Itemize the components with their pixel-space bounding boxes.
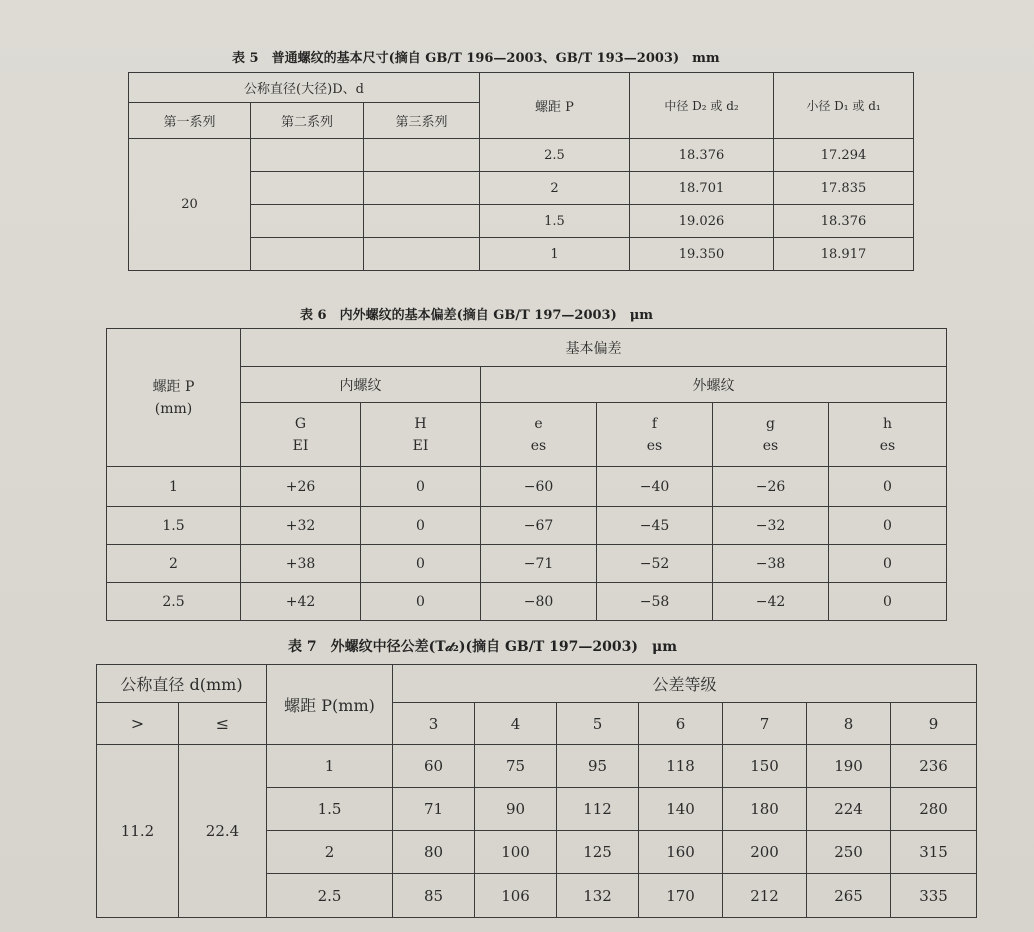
- table6-cell: 2.5: [107, 583, 241, 621]
- table7-cell: 125: [557, 831, 639, 874]
- table7-grade: 3: [393, 703, 475, 745]
- table7-col-le: ≤: [179, 703, 267, 745]
- table5-cell: [364, 139, 480, 172]
- table7-cell: 60: [393, 745, 475, 788]
- table5-cell: [251, 172, 364, 205]
- table6-cell: 0: [361, 467, 481, 507]
- table6-col-pitch: [107, 329, 241, 467]
- table7-cell: 212: [723, 874, 807, 918]
- table6-cell: −58: [597, 583, 713, 621]
- table5-col-pitch-dia: 中径 D₂ 或 d₂: [630, 73, 774, 139]
- sub-letter: H: [414, 415, 427, 432]
- table5-col-series3: 第三系列: [364, 103, 480, 139]
- table7-cell: 315: [891, 831, 977, 874]
- table5-cell: 1: [480, 238, 630, 271]
- table5-cell: 18.917: [774, 238, 914, 271]
- table5-cell: 19.026: [630, 205, 774, 238]
- table5: [128, 72, 914, 271]
- table7-cell: 75: [475, 745, 557, 788]
- table7-cell: 132: [557, 874, 639, 918]
- sub-letter: h: [882, 415, 893, 432]
- table6-sub-G: [241, 403, 361, 467]
- table7-col-pitch: 螺距 P(mm): [267, 665, 393, 745]
- table5-cell: [251, 205, 364, 238]
- table6-col-pitch-line1: 螺距 P: [152, 378, 195, 395]
- table5-col-series2: 第二系列: [251, 103, 364, 139]
- table6-cell: −67: [481, 507, 597, 545]
- table6-cell: 0: [829, 467, 947, 507]
- table7-cell: 85: [393, 874, 475, 918]
- table7-cell: 2: [267, 831, 393, 874]
- sub-letter: g: [766, 415, 775, 432]
- table7-cell: 265: [807, 874, 891, 918]
- table6-sub-H: [361, 403, 481, 467]
- table5-cell: 2: [480, 172, 630, 205]
- table6-sub-e: [481, 403, 597, 467]
- table5-cell: 17.294: [774, 139, 914, 172]
- table5-col-minor-dia: 小径 D₁ 或 d₁: [774, 73, 914, 139]
- table7-cell: 200: [723, 831, 807, 874]
- table7-cell: 1: [267, 745, 393, 788]
- table5-cell: 17.835: [774, 172, 914, 205]
- table5-cell: 18.376: [630, 139, 774, 172]
- table6-cell: 0: [829, 507, 947, 545]
- table6-cell: −60: [481, 467, 597, 507]
- table5-series1-value: 20: [129, 139, 251, 271]
- table5-cell: [364, 172, 480, 205]
- table7-cell: 118: [639, 745, 723, 788]
- table7-cell: 160: [639, 831, 723, 874]
- table5-cell: 18.701: [630, 172, 774, 205]
- sub-code: es: [762, 437, 779, 454]
- table6-col-pitch-line2: (mm): [154, 400, 193, 417]
- table6-cell: 0: [361, 583, 481, 621]
- sub-letter: e: [534, 415, 543, 432]
- table7-grade: 6: [639, 703, 723, 745]
- table7-cell: 236: [891, 745, 977, 788]
- table7-grade: 7: [723, 703, 807, 745]
- table7-col-gt: >: [97, 703, 179, 745]
- table5-cell: 2.5: [480, 139, 630, 172]
- table6-header-internal: 内螺纹: [241, 367, 481, 403]
- table7-grade: 8: [807, 703, 891, 745]
- table5-col-pitch: 螺距 P: [480, 73, 630, 139]
- sub-letter: G: [294, 415, 307, 432]
- table6-cell: +32: [241, 507, 361, 545]
- table6-cell: +38: [241, 545, 361, 583]
- table5-header-group: 公称直径(大径)D、d: [129, 73, 480, 103]
- sub-code: es: [879, 437, 896, 454]
- table7: [96, 664, 977, 918]
- table6-cell: +42: [241, 583, 361, 621]
- table7-cell: 71: [393, 788, 475, 831]
- table7-range-high: 22.4: [179, 745, 267, 918]
- table7-col-diameter: 公称直径 d(mm): [97, 665, 267, 703]
- table6-cell: −38: [713, 545, 829, 583]
- sub-code: es: [530, 437, 547, 454]
- table6-cell: −40: [597, 467, 713, 507]
- table7-cell: 150: [723, 745, 807, 788]
- table6-sub-h: [829, 403, 947, 467]
- table6-cell: 0: [361, 545, 481, 583]
- table6-cell: 1.5: [107, 507, 241, 545]
- sub-code: EI: [412, 437, 429, 454]
- table7-grade: 4: [475, 703, 557, 745]
- table5-cell: 18.376: [774, 205, 914, 238]
- table6-cell: −80: [481, 583, 597, 621]
- table7-cell: 1.5: [267, 788, 393, 831]
- table6-cell: −42: [713, 583, 829, 621]
- table7-header-grade: 公差等级: [393, 665, 977, 703]
- table7-cell: 140: [639, 788, 723, 831]
- table7-cell: 112: [557, 788, 639, 831]
- sub-letter: f: [651, 415, 658, 432]
- table6-cell: 2: [107, 545, 241, 583]
- table7-cell: 250: [807, 831, 891, 874]
- table7-cell: 80: [393, 831, 475, 874]
- table6-cell: −71: [481, 545, 597, 583]
- table5-cell: 1.5: [480, 205, 630, 238]
- table6-cell: 0: [829, 545, 947, 583]
- sub-code: EI: [292, 437, 309, 454]
- table6-sub-g: [713, 403, 829, 467]
- table7-cell: 95: [557, 745, 639, 788]
- table7-cell: 90: [475, 788, 557, 831]
- table7-cell: 100: [475, 831, 557, 874]
- table7-cell: 2.5: [267, 874, 393, 918]
- table6-header-basic: 基本偏差: [241, 329, 947, 367]
- table6-cell: 0: [361, 507, 481, 545]
- table7-range-low: 11.2: [97, 745, 179, 918]
- table6-cell: −45: [597, 507, 713, 545]
- table7-cell: 190: [807, 745, 891, 788]
- table6-sub-f: [597, 403, 713, 467]
- table5-col-series1: 第一系列: [129, 103, 251, 139]
- sub-code: es: [646, 437, 663, 454]
- table7-caption: 表 7 外螺纹中径公差(T𝒹₂)(摘自 GB/T 197—2003) μm: [288, 639, 678, 655]
- table5-cell: [251, 238, 364, 271]
- table6: [106, 328, 947, 621]
- table6-cell: 0: [829, 583, 947, 621]
- table7-cell: 180: [723, 788, 807, 831]
- table6-caption: 表 6 内外螺纹的基本偏差(摘自 GB/T 197—2003) μm: [300, 308, 654, 323]
- table5-cell: [251, 139, 364, 172]
- table7-grade: 5: [557, 703, 639, 745]
- table6-cell: 1: [107, 467, 241, 507]
- table7-cell: 106: [475, 874, 557, 918]
- table7-cell: 170: [639, 874, 723, 918]
- table7-cell: 335: [891, 874, 977, 918]
- table6-cell: −32: [713, 507, 829, 545]
- table6-cell: −52: [597, 545, 713, 583]
- table5-cell: 19.350: [630, 238, 774, 271]
- table6-header-external: 外螺纹: [481, 367, 947, 403]
- table5-cell: [364, 205, 480, 238]
- table5-cell: [364, 238, 480, 271]
- table7-grade: 9: [891, 703, 977, 745]
- table7-cell: 224: [807, 788, 891, 831]
- table6-cell: +26: [241, 467, 361, 507]
- table7-cell: 280: [891, 788, 977, 831]
- table5-caption: 表 5 普通螺纹的基本尺寸(摘自 GB/T 196—2003、GB/T 193—2003) mm: [232, 51, 720, 66]
- table6-cell: −26: [713, 467, 829, 507]
